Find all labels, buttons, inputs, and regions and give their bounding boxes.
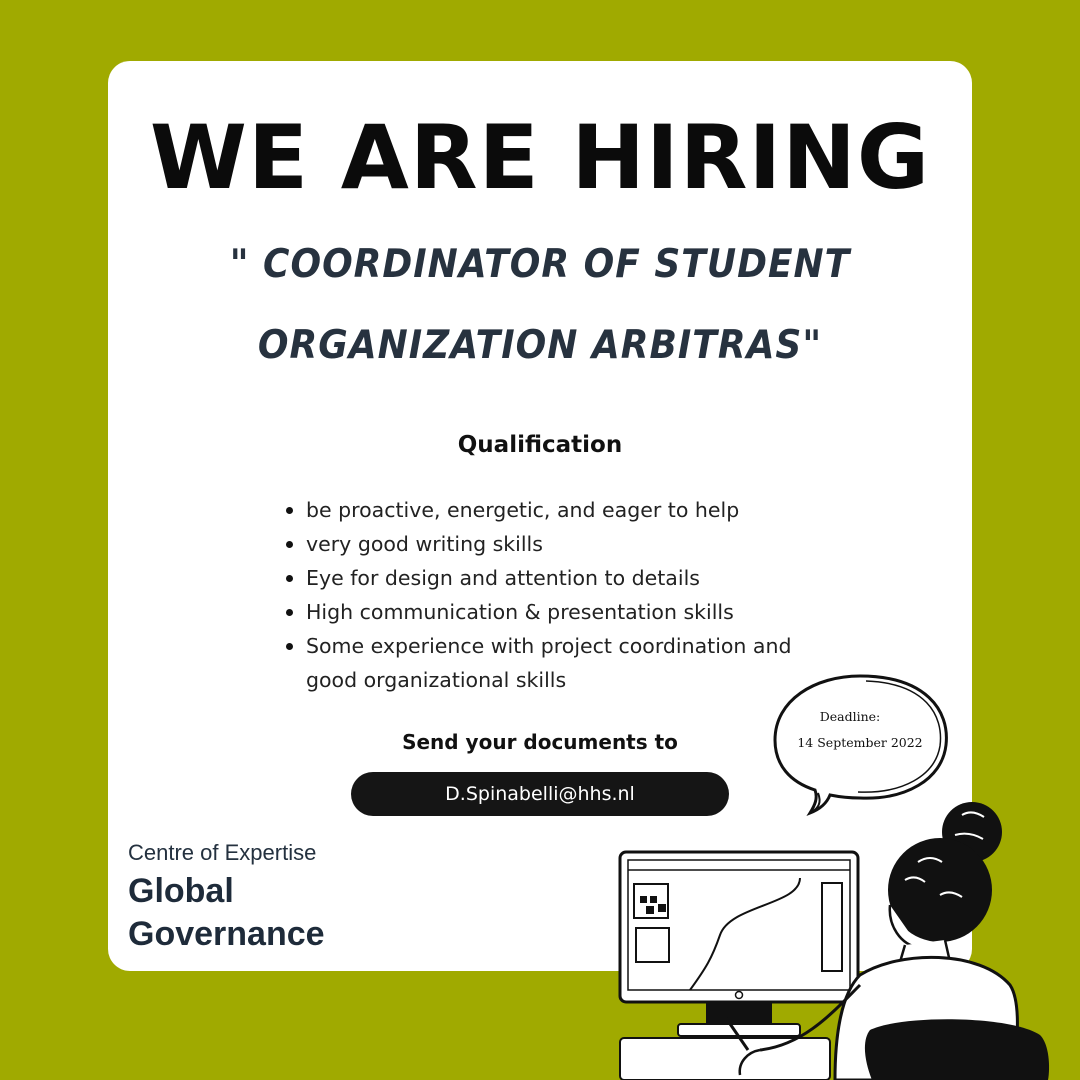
qualification-text: Some experience with project coordination and good organizational skills	[306, 634, 792, 692]
email-pill[interactable]: D.Spinabelli@hhs.nl	[351, 772, 729, 816]
deadline-label: Deadline:	[819, 709, 881, 724]
position-title-line-2: ORGANIZATION ARBITRAS"	[257, 323, 823, 368]
qualification-text: Eye for design and attention to details	[306, 566, 700, 590]
organization-name-line-1: Global	[128, 872, 234, 910]
position-title-line-1: " COORDINATOR OF STUDENT	[229, 242, 851, 287]
deadline-date: 14 September 2022	[797, 735, 923, 750]
qualification-text: High communication & presentation skills	[306, 600, 734, 624]
page-title: WE ARE HIRING	[149, 106, 931, 209]
qualification-text: be proactive, energetic, and eager to help	[306, 498, 740, 522]
send-documents-label: Send your documents to	[402, 730, 678, 754]
organization-name-line-2: Governance	[128, 915, 325, 953]
monitor-illustration	[620, 852, 858, 1080]
organization-subtitle: Centre of Expertise	[128, 840, 317, 865]
qualification-heading: Qualification	[457, 432, 623, 458]
qualification-text: very good writing skills	[306, 532, 543, 556]
